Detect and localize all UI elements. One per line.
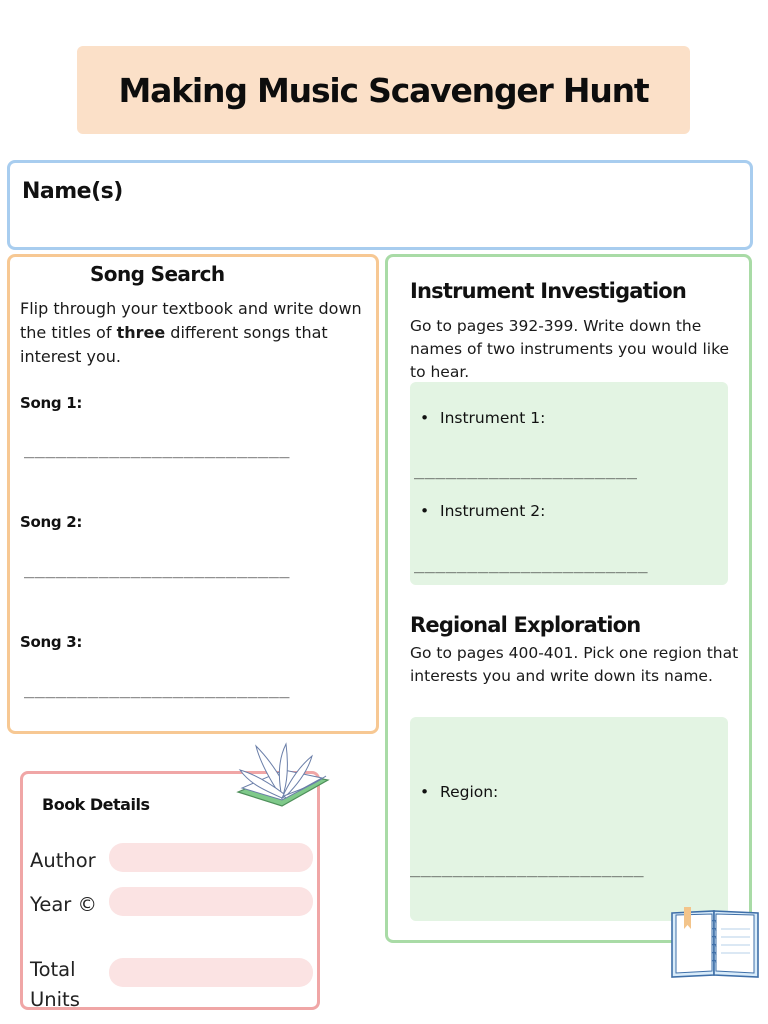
- bullet: •: [420, 502, 430, 520]
- song-3-label: Song 3:: [20, 633, 83, 651]
- author-input[interactable]: [109, 843, 313, 872]
- bullet: •: [420, 783, 430, 801]
- book-details-title: Book Details: [42, 795, 150, 814]
- song-2-answer-line[interactable]: _________________________: [24, 559, 290, 579]
- song-1-answer-line[interactable]: _________________________: [24, 439, 290, 459]
- total-units-label: Total Units: [30, 958, 80, 1011]
- region-answer-line[interactable]: ______________________: [410, 858, 644, 878]
- instrument-investigation-section: [385, 254, 752, 943]
- instrument-1-item: [420, 409, 545, 427]
- instrument-2-item: [420, 502, 545, 520]
- song-1-label: Song 1:: [20, 394, 83, 412]
- instrument-answer-panel: [410, 382, 728, 585]
- year-label: Year ©: [30, 893, 97, 916]
- page-title: Making Music Scavenger Hunt: [118, 70, 649, 110]
- total-units-input[interactable]: [109, 958, 313, 987]
- song-search-desc-part1: Flip through your textbook and write down the titles of: [20, 299, 362, 342]
- song-search-desc-bold: three: [116, 323, 166, 342]
- region-label: Region:: [440, 783, 499, 801]
- notebook-icon: [668, 905, 762, 981]
- song-search-description: [20, 297, 365, 369]
- instrument-2-label: Instrument 2:: [440, 502, 546, 520]
- bullet: •: [420, 409, 430, 427]
- region-answer-panel: [410, 717, 728, 921]
- song-2-label: Song 2:: [20, 513, 83, 531]
- instrument-investigation-title: Instrument Investigation: [410, 279, 687, 303]
- regional-exploration-description: Go to pages 400-401. Pick one region that interests you and write down its name.: [410, 644, 739, 685]
- instrument-2-answer-line[interactable]: ______________________: [414, 554, 648, 574]
- instrument-1-answer-line[interactable]: _____________________: [414, 460, 638, 480]
- name-label: Name(s): [22, 179, 123, 204]
- song-3-answer-line[interactable]: _________________________: [24, 679, 290, 699]
- song-search-section: [7, 254, 379, 734]
- instrument-investigation-description: Go to pages 392-399. Write down the names of two instruments you would like to hear.: [410, 317, 730, 381]
- author-label: Author: [30, 849, 96, 872]
- instrument-1-label: Instrument 1:: [440, 409, 546, 427]
- open-book-icon: [234, 740, 332, 812]
- title-banner: [77, 46, 690, 134]
- song-search-desc-part2: different songs that interest you.: [20, 323, 328, 366]
- regional-exploration-title: Regional Exploration: [410, 613, 641, 637]
- name-field-box[interactable]: [7, 160, 753, 250]
- year-input[interactable]: [109, 887, 313, 916]
- region-item: [420, 783, 498, 801]
- song-search-title: Song Search: [90, 262, 225, 286]
